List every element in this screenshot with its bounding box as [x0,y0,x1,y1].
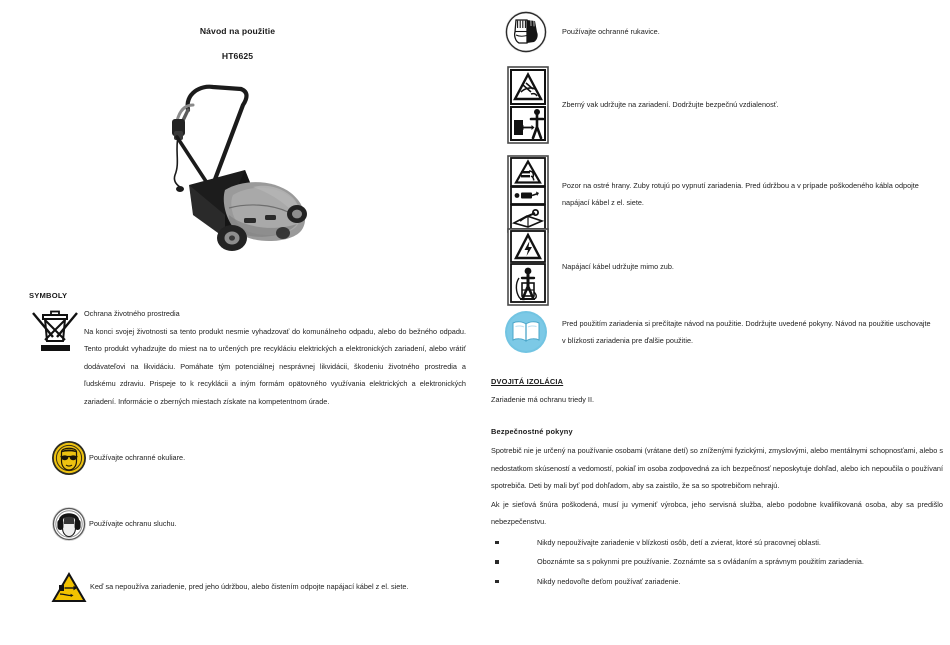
model-number: HT6625 [221,51,254,61]
double-insulation-text: Zariadenie má ochranu triedy II. [491,395,595,404]
safety-instructions-block [491,427,943,591]
distance-text: Zberný vak udržujte na zariadení. Dodržujte bezpečnú vzdialenosť. [562,100,779,110]
electric-text: Napájací kábel udržujte mimo zub. [562,262,674,272]
read-manual-book-icon [500,310,552,354]
lawn-scarifier-illustration [133,75,343,275]
symbol-row-hearing [49,506,479,542]
right-column [488,0,950,645]
weee-crossed-out-bin-icon [26,305,84,357]
symbol-row-unplug [48,570,480,604]
unplug-text: Keď sa nepoužíva zariadenie, pred jeho údržbou, alebo čistením odpojte napájací kábel z el. siete. [90,582,409,592]
bullet-text: Nikdy nedovoľte deťom používať zariadenie. [537,576,681,586]
environment-heading: Ochrana životného prostredia [84,309,180,318]
double-insulation-heading: DVOJITÁ IZOLÁCIA [491,377,564,386]
symbol-row-blades [504,155,950,233]
hearing-text: Používajte ochranu sluchu. [89,519,177,529]
product-image [0,75,475,275]
protective-gloves-icon [500,10,552,54]
bullet-square-icon [495,541,499,545]
keep-distance-debris-sign-icon [504,66,552,144]
symbol-row-electric [504,228,950,306]
list-item [491,533,943,553]
symbol-row-goggles [49,440,479,476]
gloves-text: Používajte ochranné rukavice. [562,27,660,37]
safety-heading: Bezpečnostné pokyny [491,427,573,436]
safety-bullet-list [491,533,943,592]
symboly-heading: SYMBOLY [29,291,68,300]
double-insulation-block [491,377,943,409]
symbol-row-distance [504,66,950,144]
ear-protection-icon [49,506,89,542]
symbol-row-gloves [500,10,950,54]
list-item [491,552,943,572]
manual-text: Pred použitím zariadenia si prečítajte návod na použitie. Dodržujte uvedené pokyny. Návod na použitie uschovajte v blízkosti zariadenia pre ďalšie použitie. [562,318,931,345]
list-item [491,572,943,592]
bullet-text: Oboznámte sa s pokynmi pre používanie. Zoznámte sa s ovládaním a správnym použitím zariadenia. [537,557,864,566]
bullet-square-icon [495,580,499,584]
symbol-row-manual [500,310,950,354]
bullet-text: Nikdy nepoužívajte zariadenie v blízkosti osôb, detí a zvierat, ktoré sú pracovnej oblasti. [537,537,821,547]
symbol-row-environment [26,305,474,410]
environment-text: Na konci svojej životnosti sa tento produkt nesmie vyhadzovať do komunálneho odpadu, alebo do bežného odpadu. Tento produkt vyhadzujte do miest na to určených pre recykláciu elektrických a elektronických zariadení, alebo vrátiť dodávateľovi na likvidáciu. Pomáhate tým potenciálnej nesprávnej likvidácii, škodeniu životného prostredia a ľudskému zdraviu. Prispeje to k recyklácii a iným formám opätovného využívania elektrických a elektronických zariadení. Informácie o zberných miestach získate na kompetentnom úrade. [84,326,466,406]
safety-paragraph-1: Spotrebič nie je určený na používanie osobami (vrátane detí) so zníženými fyzickými, zmyslovými, alebo mentálnymi schopnosťami, alebo s nedostatkom skúseností a vedomostí, pokiaľ im osoba zodpovedná za ich bezpečnosť neposkytuje dohľad, alebo ich nepoučila o používaní spotrebiča. Deti by mali byť pod dohľadom, aby sa zaistilo, že sa so spotrebičom nehrajú. [491,446,943,490]
page-title: Návod na použitie [199,26,276,36]
blades-text: Pozor na ostré hrany. Zuby rotujú po vypnutí zariadenia. Pred údržbou a v prípade poškodeného kábla odpojte napájací kábel z el. siete. [562,180,919,207]
safety-goggles-icon [49,440,89,476]
sharp-blades-unplug-sign-icon [504,155,552,233]
electric-shock-cable-sign-icon [504,228,552,306]
safety-paragraph-2: Ak je sieťová šnúra poškodená, musí ju vymeniť výrobca, jeho servisná služba, alebo podobne kvalifikovaná osoba, aby sa predišlo nebezpečenstvu. [491,499,943,526]
goggles-text: Používajte ochranné okuliare. [89,453,186,463]
unplug-warning-triangle-icon [48,570,90,604]
bullet-square-icon [495,560,499,564]
